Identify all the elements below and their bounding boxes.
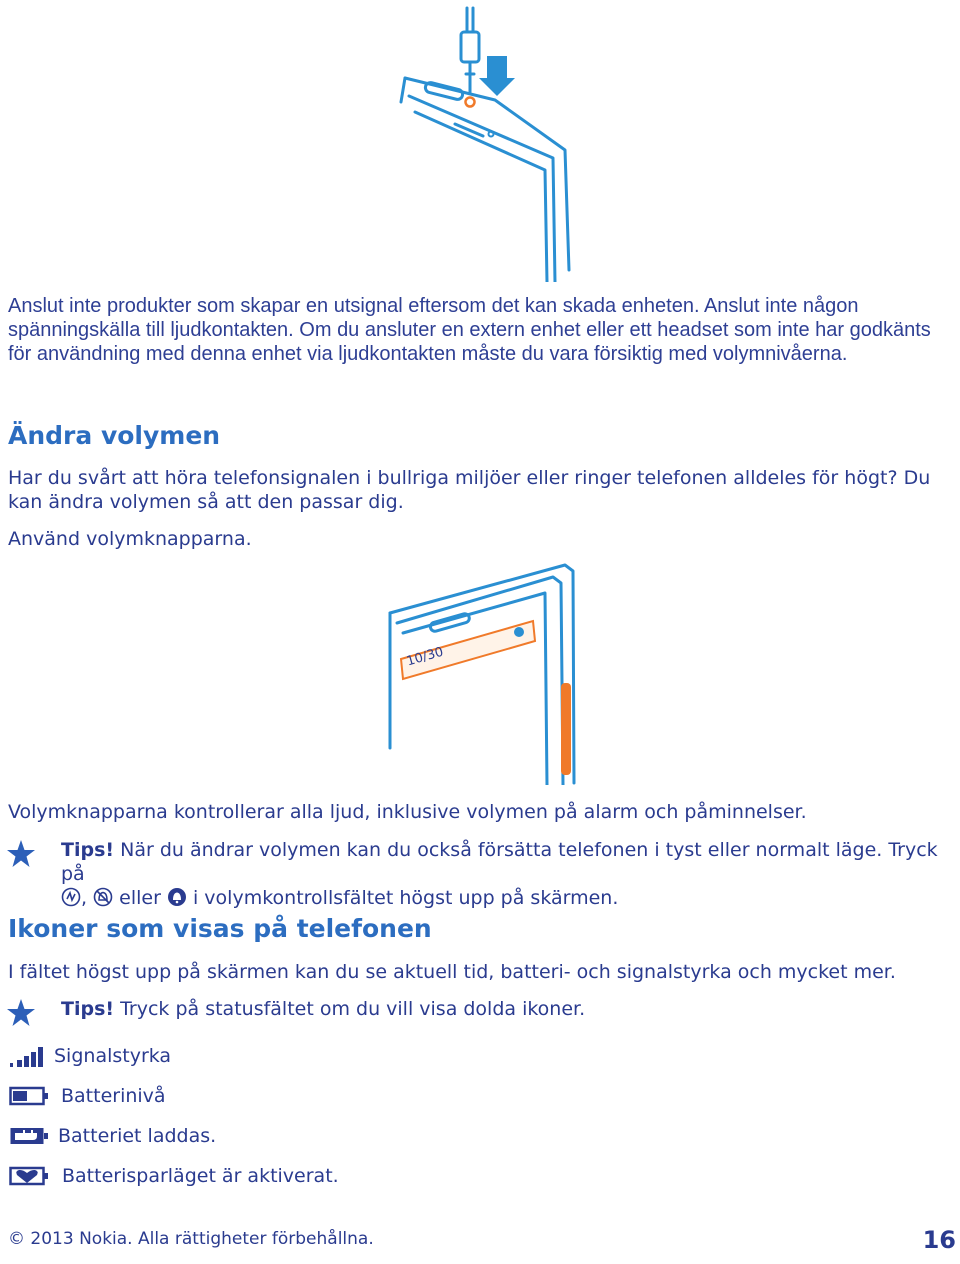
silent-icon bbox=[93, 887, 113, 913]
tip-or: eller bbox=[119, 887, 161, 909]
tip-label: Tips! bbox=[61, 839, 115, 861]
battery-saver-icon bbox=[9, 1164, 49, 1188]
list-item-signal bbox=[9, 1043, 171, 1069]
warning-paragraph: Anslut inte produkter som skapar en utsignal eftersom det kan skada enheten. Anslut inte någon spänningskälla till ljudkontakten. Om du ansluter en extern enhet eller ett headset som inte har godkänts för användning med denna enhet via ljudkontakten måste du vara försiktig med volymnivåerna. bbox=[8, 295, 931, 365]
battery-charging-icon bbox=[9, 1124, 49, 1148]
volume-level-readout: 10/30 bbox=[405, 644, 446, 670]
battery-level-icon bbox=[9, 1084, 49, 1108]
list-item-label: Batteriet laddas. bbox=[58, 1125, 217, 1147]
list-item-battery-saver bbox=[9, 1164, 339, 1188]
tip-label: Tips! bbox=[61, 998, 115, 1020]
ringer-icon bbox=[167, 887, 187, 913]
page-number: 16 bbox=[922, 1226, 956, 1254]
volume-intro: Har du svårt att höra telefonsignalen i bullriga miljöer eller ringer telefonen alldeles för högt? Du kan ändra volymen så att den passar dig. bbox=[8, 467, 931, 513]
list-item-label: Signalstyrka bbox=[54, 1045, 172, 1067]
headset-connection-illustration bbox=[395, 0, 575, 282]
tip-separator: , bbox=[81, 887, 88, 909]
list-item-charging bbox=[9, 1124, 216, 1148]
tip-text-part2: i volymkontrollsfältet högst upp på skärmen. bbox=[192, 887, 619, 909]
section-title-icons: Ikoner som visas på telefonen bbox=[8, 914, 432, 943]
icons-intro: I fältet högst upp på skärmen kan du se aktuell tid, batteri- och signalstyrka och mycket mer. bbox=[8, 961, 896, 983]
section-title-volume: Ändra volymen bbox=[8, 421, 221, 450]
star-icon bbox=[6, 839, 36, 868]
icons-tip bbox=[61, 997, 585, 1021]
vibrate-icon bbox=[61, 887, 81, 913]
tip-text: Tryck på statusfältet om du vill visa dolda ikoner. bbox=[120, 998, 586, 1020]
star-icon bbox=[6, 998, 36, 1027]
volume-instruction: Använd volymknapparna. bbox=[8, 528, 252, 550]
list-item-label: Batterisparläget är aktiverat. bbox=[62, 1165, 339, 1187]
volume-buttons-illustration bbox=[385, 563, 580, 785]
tip-text-part1: När du ändrar volymen kan du också försätta telefonen i tyst eller normalt läge. Tryck på bbox=[61, 839, 938, 885]
list-item-battery bbox=[9, 1084, 166, 1108]
signal-strength-icon bbox=[9, 1043, 47, 1069]
volume-tip bbox=[61, 838, 956, 913]
volume-description: Volymknapparna kontrollerar alla ljud, inklusive volymen på alarm och påminnelser. bbox=[8, 801, 807, 823]
list-item-label: Batterinivå bbox=[61, 1085, 166, 1107]
copyright-notice: © 2013 Nokia. Alla rättigheter förbehållna. bbox=[8, 1229, 374, 1249]
